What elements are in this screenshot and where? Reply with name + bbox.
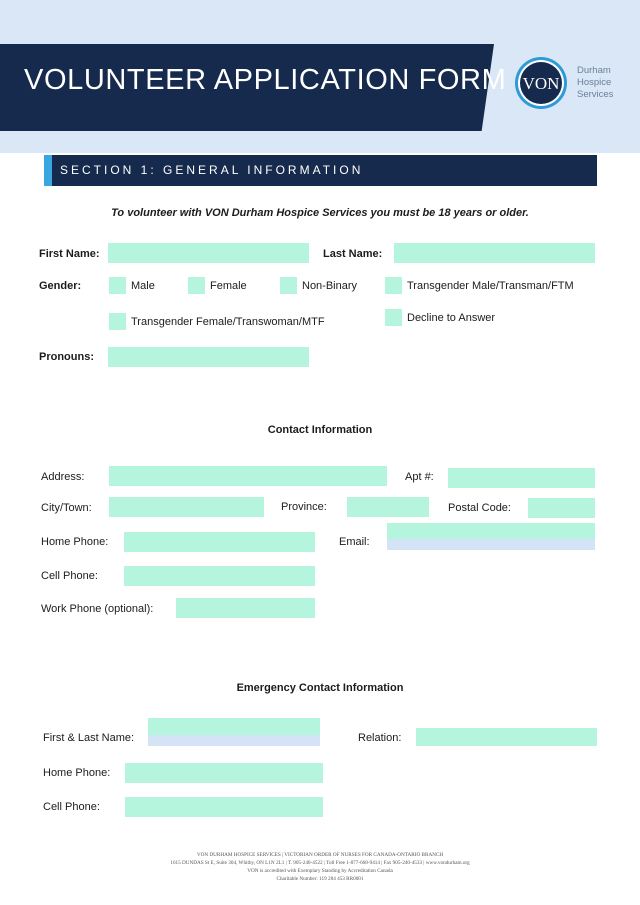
postal-code-input[interactable] xyxy=(528,498,595,518)
von-logo-icon xyxy=(514,56,568,110)
logo-text: VON xyxy=(522,74,560,93)
city-input[interactable] xyxy=(109,497,264,517)
emergency-heading: Emergency Contact Information xyxy=(236,682,404,694)
gender-transmale-label: Transgender Male/Transman/FTM xyxy=(407,280,574,292)
section-title: SECTION 1: GENERAL INFORMATION xyxy=(60,163,364,177)
org-name-line-2: Hospice xyxy=(577,77,612,88)
gender-female-checkbox[interactable] xyxy=(188,277,205,294)
emergency-home-phone-label: Home Phone: xyxy=(43,767,111,779)
first-name-input[interactable] xyxy=(108,243,309,263)
home-phone-input[interactable] xyxy=(124,532,315,552)
footer-line-3: VON is accredited with Exemplary Standing by Accreditation Canada xyxy=(247,868,393,874)
gender-nonbinary-label: Non-Binary xyxy=(302,280,358,292)
footer-line-2: 1615 DUNDAS St E, Suite 304, Whitby, ON L1N 2L1 | T. 905-240-4522 | Toll Free 1-877-668-9414 | Fax 905-240-4533 | www.vondurham.org xyxy=(170,860,470,866)
pronouns-input[interactable] xyxy=(108,347,309,367)
province-input[interactable] xyxy=(347,497,429,517)
page-title: VOLUNTEER APPLICATION FORM xyxy=(24,64,507,96)
postal-code-label: Postal Code: xyxy=(448,502,511,514)
province-label: Province: xyxy=(281,501,327,513)
first-name-label: First Name: xyxy=(39,248,100,260)
work-phone-input[interactable] xyxy=(176,598,315,618)
gender-transfemale-label: Transgender Female/Transwoman/MTF xyxy=(131,316,325,328)
gender-transmale-checkbox[interactable] xyxy=(385,277,402,294)
pronouns-label: Pronouns: xyxy=(39,351,94,363)
org-name-line-1: Durham xyxy=(577,65,611,76)
footer-line-1: VON DURHAM HOSPICE SERVICES | VICTORIAN ORDER OF NURSES FOR CANADA-ONTARIO BRANCH xyxy=(196,852,444,858)
emergency-cell-phone-input[interactable] xyxy=(125,797,323,817)
last-name-label: Last Name: xyxy=(323,248,383,260)
gender-label: Gender: xyxy=(39,280,82,292)
section-accent xyxy=(44,155,52,186)
apt-label: Apt #: xyxy=(405,471,434,483)
gender-transfemale-checkbox[interactable] xyxy=(109,313,126,330)
address-input[interactable] xyxy=(109,466,387,486)
work-phone-label: Work Phone (optional): xyxy=(41,603,154,615)
section-header xyxy=(44,155,597,186)
email-input[interactable] xyxy=(387,523,595,550)
emergency-name-input[interactable] xyxy=(148,718,320,746)
email-label: Email: xyxy=(339,536,370,548)
emergency-name-label: First & Last Name: xyxy=(43,732,135,744)
gender-male-label: Male xyxy=(131,280,155,292)
last-name-input[interactable] xyxy=(394,243,595,263)
home-phone-label: Home Phone: xyxy=(41,536,109,548)
emergency-cell-phone-label: Cell Phone: xyxy=(43,801,100,813)
relation-label: Relation: xyxy=(358,732,402,744)
org-name-line-3: Services xyxy=(577,89,614,100)
gender-female-label: Female xyxy=(210,280,247,292)
apt-input[interactable] xyxy=(448,468,595,488)
cell-phone-input[interactable] xyxy=(124,566,315,586)
city-label: City/Town: xyxy=(41,502,92,514)
age-notice: To volunteer with VON Durham Hospice Services you must be 18 years or older. xyxy=(111,207,529,219)
gender-decline-checkbox[interactable] xyxy=(385,309,402,326)
gender-male-checkbox[interactable] xyxy=(109,277,126,294)
contact-heading: Contact Information xyxy=(267,424,373,436)
emergency-home-phone-input[interactable] xyxy=(125,763,323,783)
relation-input[interactable] xyxy=(416,728,597,746)
address-label: Address: xyxy=(41,471,85,483)
gender-nonbinary-checkbox[interactable] xyxy=(280,277,297,294)
footer-line-4: Charitable Number: 119 284 453 RR0001 xyxy=(276,876,364,882)
gender-decline-label: Decline to Answer xyxy=(407,312,496,324)
cell-phone-label: Cell Phone: xyxy=(41,570,98,582)
